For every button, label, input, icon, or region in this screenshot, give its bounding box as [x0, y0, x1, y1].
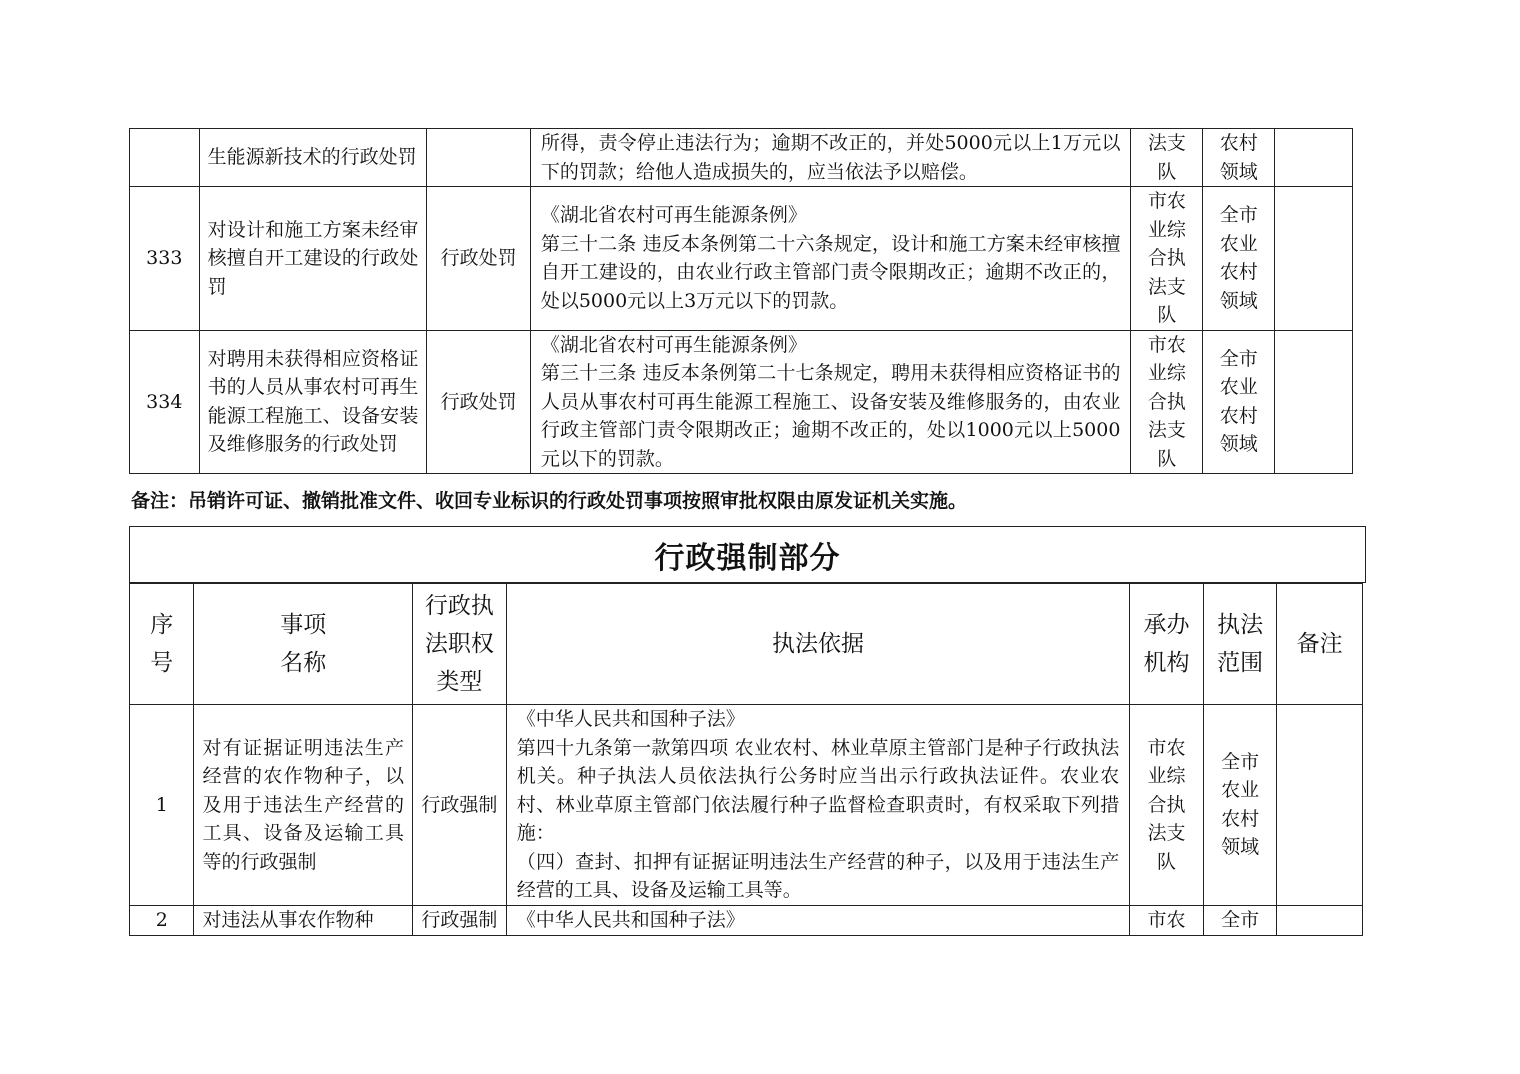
compulsion-table: [129, 583, 1363, 936]
legal-basis: 《湖北省农村可再生能源条例》 第三十三条 违反本条例第二十七条规定，聘用未获得相应资格证书的人员从事农村可再生能源工程施工、设备安装及维修服务的，由农业行政主管部门责令限期改正；逾期不改正的，处以1000元以上5000元以下的罚款。: [530, 330, 1131, 474]
legal-basis: 《中华人民共和国种子法》: [506, 905, 1130, 935]
penalty-table: [129, 128, 1353, 474]
agency-text: 市农业综合执法支队: [1147, 190, 1186, 326]
scope-text: 农村领域: [1219, 132, 1258, 183]
header-scope: [1203, 584, 1277, 705]
header-number: [130, 584, 194, 705]
scope: 全市: [1203, 905, 1277, 935]
row-number: [130, 129, 200, 187]
row-number: 334: [130, 330, 200, 474]
power-type: 行政处罚: [427, 187, 530, 331]
table-row: [130, 905, 1363, 935]
header-power-type-text: 行政执法职权类型: [424, 593, 494, 695]
power-type: 行政处罚: [427, 330, 530, 474]
table-row: [130, 129, 1353, 187]
agency-text: 法支队: [1147, 132, 1186, 183]
item-name: 对设计和施工方案未经审核擅自开工建设的行政处罚: [199, 187, 427, 331]
agency-text: 市农业综合执法支队: [1147, 333, 1186, 470]
row-number: 2: [130, 905, 194, 935]
agency: [1131, 187, 1203, 331]
table-row: [130, 330, 1353, 474]
scope-text: 全市农业农村领域: [1219, 347, 1258, 456]
scope: [1203, 129, 1275, 187]
section-title-box: [129, 526, 1366, 583]
header-remark: 备注: [1277, 584, 1363, 705]
row-number: 333: [130, 187, 200, 331]
agency: [1130, 705, 1204, 906]
header-agency: [1130, 584, 1204, 705]
header-number-text: 序号: [150, 612, 174, 676]
agency: [1131, 129, 1203, 187]
item-name: 对违法从事农作物种: [194, 905, 413, 935]
scope: [1203, 330, 1275, 474]
header-power-type: [413, 584, 507, 705]
agency: 市农: [1130, 905, 1204, 935]
agency: [1131, 330, 1203, 474]
row-number: 1: [130, 705, 194, 906]
header-scope-text: 执法范围: [1217, 612, 1264, 676]
agency-text: 市农业综合执法支队: [1147, 736, 1186, 873]
item-name: 对聘用未获得相应资格证书的人员从事农村可再生能源工程施工、设备安装及维修服务的行政处罚: [199, 330, 427, 474]
legal-basis: 《湖北省农村可再生能源条例》 第三十二条 违反本条例第二十六条规定，设计和施工方案未经审核擅自开工建设的，由农业行政主管部门责令限期改正；逾期不改正的，处以5000元以上3万元以下的罚款。: [530, 187, 1131, 331]
remark-cell: [1277, 705, 1363, 906]
section-title: 行政强制部分: [654, 540, 841, 576]
scope: [1203, 187, 1275, 331]
table-row: [130, 705, 1363, 906]
remark-cell: [1277, 905, 1363, 935]
remark-cell: [1275, 129, 1353, 187]
table-row: [130, 187, 1353, 331]
scope-text: 全市农业农村领域: [1219, 204, 1258, 312]
remark-cell: [1275, 330, 1353, 474]
item-name: 生能源新技术的行政处罚: [199, 129, 427, 187]
header-legal-basis: 执法依据: [506, 584, 1130, 705]
scope-text: 全市农业农村领域: [1221, 750, 1260, 859]
remark-cell: [1275, 187, 1353, 331]
legal-basis: 所得，责令停止违法行为；逾期不改正的，并处5000元以上1万元以下的罚款；给他人造成损失的，应当依法予以赔偿。: [530, 129, 1131, 187]
power-type: 行政强制: [413, 905, 507, 935]
power-type: 行政强制: [413, 705, 507, 906]
header-item-name: 事项 名称: [194, 584, 413, 705]
legal-basis: 《中华人民共和国种子法》 第四十九条第一款第四项 农业农村、林业草原主管部门是种子行政执法机关。种子执法人员依法执行公务时应当出示行政执法证件。农业农村、林业草原主管部门依法履行种子监督检查职责时，有权采取下列措施： （四）查封、扣押有证据证明违法生产经营的种子，以及用于违法生产经营的工具、设备及运输工具等。: [506, 705, 1130, 906]
footnote-remark: 备注：吊销许可证、撤销批准文件、收回专业标识的行政处罚事项按照审批权限由原发证机关实施。: [131, 490, 968, 512]
power-type: [427, 129, 530, 187]
header-row: [130, 584, 1363, 705]
header-agency-text: 承办机构: [1143, 612, 1190, 676]
item-name: 对有证据证明违法生产经营的农作物种子，以及用于违法生产经营的工具、设备及运输工具等的行政强制: [194, 705, 413, 906]
scope: [1203, 705, 1277, 906]
